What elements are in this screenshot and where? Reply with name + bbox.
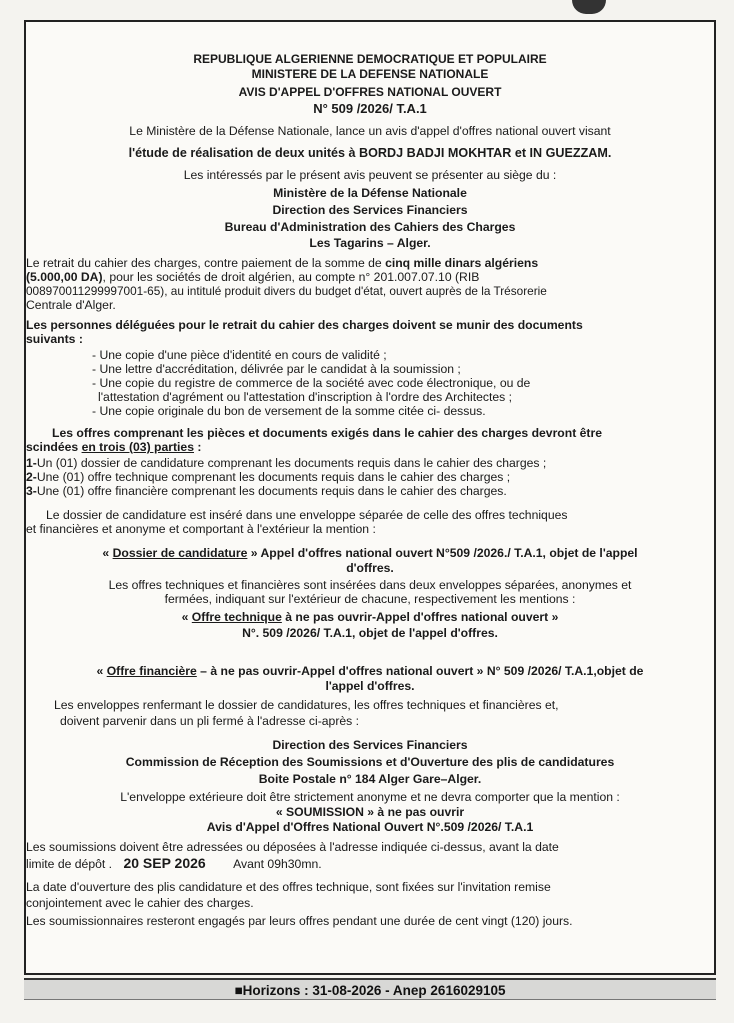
- tech-mention-2: N°. 509 /2026/ T.A.1, objet de l'appel d'offres.: [242, 626, 498, 640]
- address1-ministry: Ministère de la Défense Nationale: [273, 186, 467, 200]
- intro-line-1: Le Ministère de la Défense Nationale, lance un avis d'appel d'offres national ouvert visant: [129, 124, 611, 138]
- offres-line-2: [26, 440, 201, 454]
- fin-quote: «: [96, 664, 107, 678]
- tech-label: Offre technique: [191, 610, 282, 624]
- delegues-item-2: - Une lettre d'accréditation, délivrée par le candidat à la soumission ;: [92, 362, 461, 376]
- ouverture-line-3: Les soumissionnaires resteront engagés par leurs offres pendant une durée de cent vingt (120) jours.: [26, 914, 573, 928]
- address2-commission: Commission de Réception des Soumissions et d'Ouverture des plis de candidatures: [125, 755, 615, 769]
- intro-object: l'étude de réalisation de deux unités à BORDJ BADJI MOKHTAR et IN GUEZZAM.: [128, 146, 612, 160]
- soumissions-line-2: [26, 856, 322, 871]
- fin-mention-1: [26, 664, 714, 678]
- dossier-line-1: Le dossier de candidature est inséré dans une enveloppe séparée de celle des offres techniques: [46, 508, 568, 522]
- retrait-line-3: 00897001129999700​1-65), au intitulé produit divers du budget d'état, ouvert auprès de la Trésorerie: [26, 284, 547, 298]
- retrait-amount-words: cinq mille dinars algériens: [385, 256, 539, 270]
- offres-part-3-text: Une (01) offre financière comprenant les documents requis dans le cahier des charges.: [36, 484, 507, 498]
- offres-part-1: [26, 456, 546, 470]
- offres-line-1: Les offres comprenant les pièces et documents exigés dans le cahier des charges devront être: [52, 426, 603, 440]
- retrait-text: Le retrait du cahier des charges, contre paiement de la somme de: [26, 256, 382, 270]
- enveloppe-line-1: L'enveloppe extérieure doit être strictement anonyme et ne devra comporter que la mention :: [120, 790, 620, 804]
- offres-scindees: scindées: [26, 440, 79, 454]
- delegues-line-2: suivants :: [26, 332, 83, 346]
- offres-part-1-num: 1-: [26, 456, 37, 470]
- ouverture-line-2: conjointement avec le cahier des charges.: [26, 896, 254, 910]
- offres-part-3: [26, 484, 507, 498]
- enveloppe-avis: Avis d'Appel d'Offres National Ouvert N°.509 /2026/ T.A.1: [206, 820, 534, 834]
- soumissions-date: 20 SEP 2026: [123, 855, 206, 871]
- offres-part-3-num: 3-: [26, 484, 37, 498]
- address1-bureau: Bureau d'Administration des Cahiers des Charges: [224, 220, 516, 234]
- soumissions-heure: Avant 09h30mn.: [233, 857, 322, 871]
- address1-direction: Direction des Services Financiers: [272, 203, 468, 217]
- dossier-line-2: et financières et anonyme et comportant à l'extérieur la mention :: [26, 522, 376, 536]
- soumissions-line-1: Les soumissions doivent être adressées ou déposées à l'adresse indiquée ci-dessus, avant la date: [26, 840, 559, 854]
- header-ministry: MINISTERE DE LA DEFENSE NATIONALE: [251, 67, 489, 81]
- footer-publication: ■Horizons : 31-08-2026 - Anep 2616029105: [234, 983, 506, 998]
- delegues-item-1: - Une copie d'une pièce d'identité en cours de validité ;: [92, 348, 387, 362]
- offres-colon: :: [194, 440, 202, 454]
- envoi-line-2: doivent parvenir dans un pli fermé à l'adresse ci-après :: [60, 714, 360, 728]
- retrait-line-1: [26, 256, 538, 270]
- offres-part-2-text: Une (01) offre technique comprenant les documents requis dans le cahier des charges ;: [36, 470, 511, 484]
- address2-bp: Boite Postale n° 184 Alger Gare–Alger.: [258, 772, 482, 786]
- envoi-line-1: Les enveloppes renfermant le dossier de candidatures, les offres techniques et financières et,: [54, 698, 559, 712]
- address1-location: Les Tagarins – Alger.: [309, 236, 431, 250]
- address2-direction: Direction des Services Financiers: [272, 738, 468, 752]
- offres-parties: en trois (03) parties: [81, 440, 194, 454]
- offres-part-1-text: Un (01) dossier de candidature comprenant les documents requis dans le cahier des charges ;: [36, 456, 547, 470]
- offres-part-2-num: 2-: [26, 470, 37, 484]
- tech-mention-1: [26, 610, 714, 624]
- ink-blot: [572, 0, 606, 14]
- tech-quote: «: [181, 610, 192, 624]
- retrait-line-2: [26, 270, 479, 284]
- delegues-item-3b: l'attestation d'agrément ou l'attestation d'inscription à l'ordre des Architectes ;: [98, 390, 513, 404]
- intro-line-3: Les intéressés par le présent avis peuvent se présenter au siège du :: [183, 168, 557, 182]
- offres-part-2: [26, 470, 510, 484]
- dossier-label: Dossier de candidature: [112, 546, 248, 560]
- header-republic: REPUBLIQUE ALGERIENNE DEMOCRATIQUE ET POPULAIRE: [193, 52, 547, 66]
- delegues-line-1: Les personnes déléguées pour le retrait du cahier des charges doivent se munir des documents: [26, 318, 583, 332]
- enveloppe-soumission: « SOUMISSION » à ne pas ouvrir: [275, 805, 465, 819]
- dossier-mention-1: [26, 546, 714, 560]
- dossier-quote: «: [102, 546, 113, 560]
- notice-frame: [24, 20, 716, 975]
- dossier-mention-text: » Appel d'offres national ouvert N°509 /2026./ T.A.1, objet de l'appel: [247, 546, 638, 560]
- fin-label: Offre financière: [106, 664, 197, 678]
- techfin-line-2: fermées, indiquant sur l'extérieur de chacune, respectivement les mentions :: [164, 592, 576, 606]
- tech-mention-text: à ne pas ouvrir-Appel d'offres national ouvert »: [281, 610, 559, 624]
- header-number: N° 509 /2026/ T.A.1: [313, 101, 427, 116]
- dossier-mention-2: d'offres.: [346, 561, 394, 575]
- retrait-amount: (5.000,00 DA): [26, 270, 103, 284]
- footer-band: [24, 978, 716, 1000]
- fin-mention-text: – à ne pas ouvrir-Appel d'offres national ouvert » N° 509 /2026/ T.A.1,objet de: [196, 664, 644, 678]
- delegues-item-3: - Une copie du registre de commerce de la société avec code électronique, ou de: [92, 376, 531, 390]
- techfin-line-1: Les offres techniques et financières sont insérées dans deux enveloppes séparées, anonymes et: [108, 578, 632, 592]
- fin-mention-2: l'appel d'offres.: [325, 679, 415, 693]
- retrait-line-4: Centrale d'Alger.: [26, 298, 116, 312]
- retrait-account: , pour les sociétés de droit algérien, au compte n° 201.007.07.10 (RIB: [102, 270, 480, 284]
- delegues-item-4: - Une copie originale du bon de versement de la somme citée ci- dessus.: [92, 404, 486, 418]
- ouverture-line-1: La date d'ouverture des plis candidature et des offres technique, sont fixées sur l'invitation remise: [26, 880, 551, 894]
- soumissions-limite: limite de dépôt .: [26, 857, 113, 871]
- header-avis: AVIS D'APPEL D'OFFRES NATIONAL OUVERT: [238, 85, 502, 99]
